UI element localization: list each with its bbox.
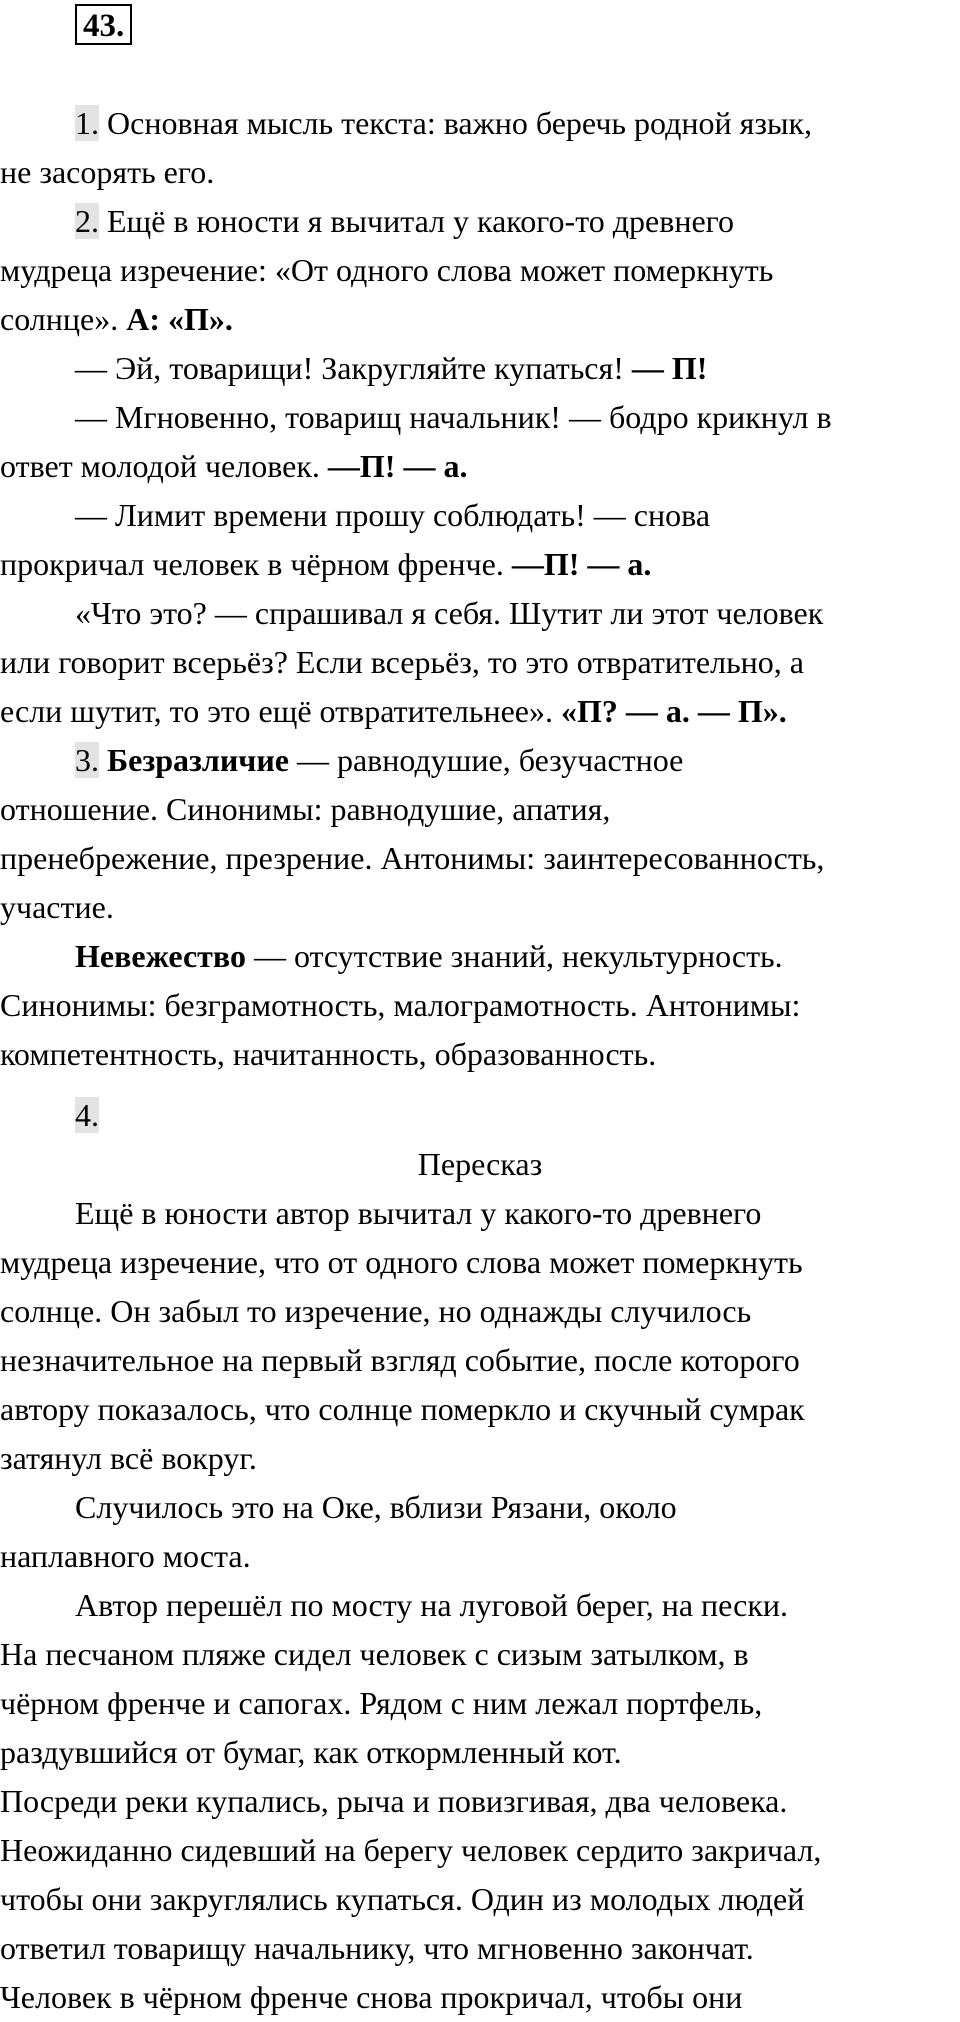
item2-line-1: 2. Ещё в юности я вычитал у какого-то древнего xyxy=(75,203,734,239)
retelling-line: Случилось это на Оке, вблизи Рязани, около xyxy=(75,1489,677,1525)
item3-line-7: компетентность, начитанность, образованность. xyxy=(0,1036,657,1072)
item3-line-3: пренебрежение, презрение. Антонимы: заинтересованность, xyxy=(0,840,825,876)
retelling-line: мудреца изречение, что от одного слова может померкнуть xyxy=(0,1244,803,1280)
retelling-line: Человек в чёрном френче снова прокричал, чтобы они xyxy=(0,1979,743,2015)
retelling-line: затянул всё вокруг. xyxy=(0,1440,257,1476)
dialogue-line-3: ответ молодой человек. —П! — а. xyxy=(0,448,468,484)
quote-line-2: или говорит всерьёз? Если всерьёз, то это отвратительно, а xyxy=(0,644,804,680)
retelling-line: Ещё в юности автор вычитал у какого-то древнего xyxy=(75,1195,762,1231)
item-number-3: 3. xyxy=(75,742,99,778)
item-number-2: 2. xyxy=(75,203,99,239)
item3-line-6: Синонимы: безграмотность, малограмотность. Антонимы: xyxy=(0,987,801,1023)
dialogue-line-1: — Эй, товарищи! Закругляйте купаться! — П! xyxy=(75,350,708,386)
retelling-line: Автор перешёл по мосту на луговой берег, на пески. xyxy=(75,1587,789,1623)
retelling-line: наплавного моста. xyxy=(0,1538,251,1574)
item1-line-1: 1. Основная мысль текста: важно беречь родной язык, xyxy=(75,105,813,141)
quote-line-1: «Что это? — спрашивал я себя. Шутит ли этот человек xyxy=(75,595,824,631)
retelling-title: Пересказ xyxy=(417,1146,543,1182)
item2-line-3: солнце». А: «П». xyxy=(0,301,233,337)
answer-text xyxy=(0,99,960,2022)
item3-line-4: участие. xyxy=(0,889,114,925)
item2-line-2: мудреца изречение: «От одного слова может померкнуть xyxy=(0,252,774,288)
scheme-label: —П! — а. xyxy=(511,546,652,582)
scheme-label: —П! — а. xyxy=(327,448,468,484)
scheme-label: «П? — а. — П». xyxy=(560,693,787,729)
retelling-line: солнце. Он забыл то изречение, но однажды случилось xyxy=(0,1293,752,1329)
dialogue-line-2: — Мгновенно, товарищ начальник! — бодро крикнул в xyxy=(75,399,832,435)
exercise-number: 43. xyxy=(75,4,132,45)
term-2: Невежество xyxy=(75,938,246,974)
item3-line-2: отношение. Синонимы: равнодушие, апатия, xyxy=(0,791,611,827)
retelling-line: На песчаном пляже сидел человек с сизым затылком, в xyxy=(0,1636,749,1672)
term-1: Безразличие xyxy=(107,742,289,778)
retelling-line: чтобы они закруглялись купаться. Один из молодых людей xyxy=(0,1881,805,1917)
retelling-line: ответил товарищу начальнику, что мгновенно закончат. xyxy=(0,1930,754,1966)
retelling-line: незначительное на первый взгляд событие, после которого xyxy=(0,1342,800,1378)
item3-line-5: Невежество — отсутствие знаний, некультурность. xyxy=(75,938,783,974)
dialogue-line-5: прокричал человек в чёрном френче. —П! — а. xyxy=(0,546,652,582)
quote-line-3: если шутит, то это ещё отвратительнее». «П? — а. — П». xyxy=(0,693,787,729)
retelling-line: раздувшийся от бумаг, как откормленный кот. xyxy=(0,1734,622,1770)
retelling-line: автору показалось, что солнце померкло и скучный сумрак xyxy=(0,1391,805,1427)
item4-line xyxy=(0,1091,960,1140)
item1-line-2: не засорять его. xyxy=(0,154,215,190)
item-number-4: 4. xyxy=(75,1097,99,1133)
retelling-line: чёрном френче и сапогах. Рядом с ним лежал портфель, xyxy=(0,1685,763,1721)
item-number-1: 1. xyxy=(75,105,99,141)
retelling-line: Неожиданно сидевший на берегу человек сердито закричал, xyxy=(0,1832,822,1868)
item3-line-1: 3. Безразличие — равнодушие, безучастное xyxy=(75,742,684,778)
retelling-line: Посреди реки купались, рыча и повизгивая, два человека. xyxy=(0,1783,788,1819)
scheme-label: — П! xyxy=(631,350,708,386)
scheme-label: А: «П». xyxy=(126,301,233,337)
dialogue-line-4: — Лимит времени прошу соблюдать! — снова xyxy=(75,497,711,533)
